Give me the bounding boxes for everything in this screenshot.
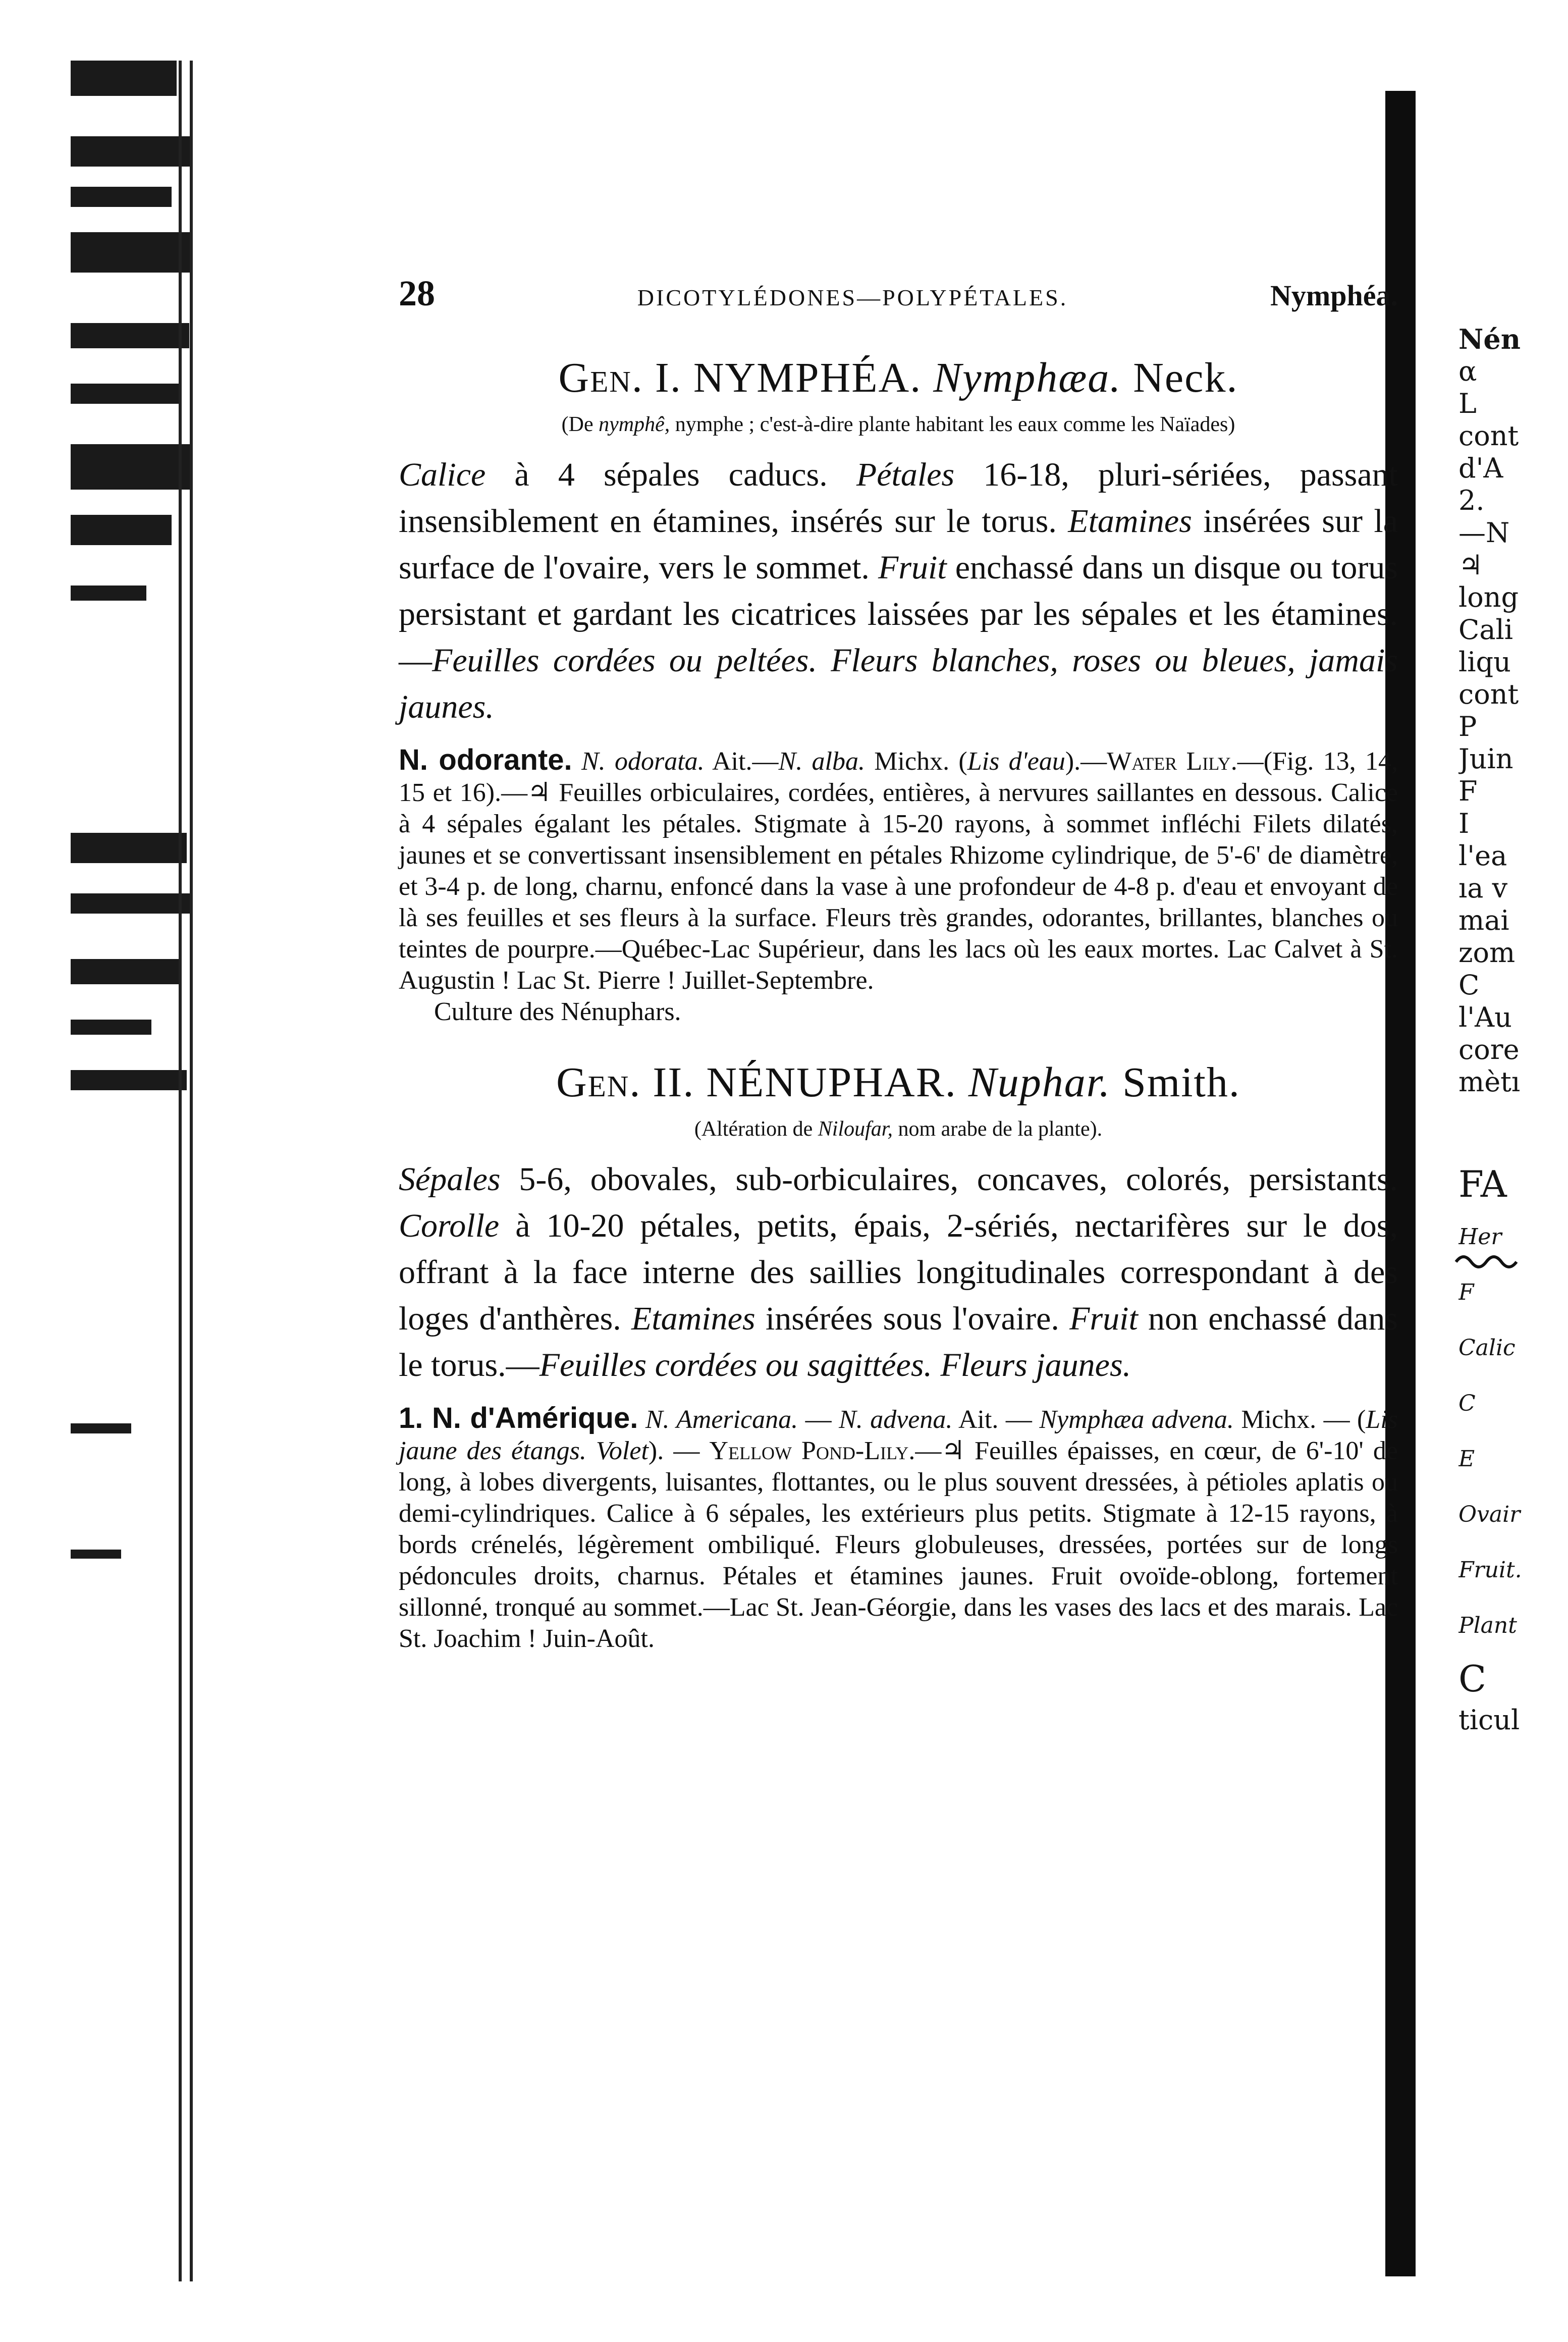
adjacent-text-line: liqu <box>1458 646 1511 678</box>
genus-latin: Nymphæa. <box>933 354 1122 401</box>
adjacent-text-line: Her <box>1458 1224 1502 1250</box>
species-text-run: .—♃ Feuilles épaisses, en cœur, de 6'-10' de long, à lobes divergents, luisantes, flottantes, ou le plus souvent dressées, à pétioles aplatis ou demi-cylindriques. Calice à 6 sépales, les extérieurs plus petits. Stigmate à 12-15 rayons, à bords crénelés, légèrement ombiliqué. Fleurs globuleuses, dressées, portées sur de longs pédoncules droits, charnus. Pétales et étamines jaunes. Fruit ovoïde-oblong, fortement sillonné, tronqué au sommet.—Lac St. Jean-Géorgie, dans les vases des lacs et des marais. Lac St. Joachim ! Juin-Août. <box>399 1436 1398 1653</box>
adjacent-text-line: l'ea <box>1458 840 1507 872</box>
etymology-word: nymphê, <box>599 413 670 436</box>
description-run: Pétales <box>856 456 955 493</box>
adjacent-text-line: core <box>1458 1034 1520 1066</box>
adjacent-text-line: E <box>1458 1446 1475 1472</box>
adjacent-text-line: long <box>1458 581 1519 613</box>
species-text-run: — <box>798 1405 839 1434</box>
species-text-run: ). — <box>648 1436 710 1465</box>
description-run: Etamines <box>1068 503 1192 540</box>
genus-description <box>399 1156 1398 1389</box>
species-text-run: N. advena. <box>839 1405 953 1434</box>
species-text-run: Nymphæa advena. <box>1039 1405 1234 1434</box>
species-text-run <box>638 1405 645 1434</box>
description-run: Fruit <box>878 549 947 586</box>
page-number: 28 <box>399 273 435 313</box>
species-text-run: Michx. — ( <box>1233 1405 1366 1434</box>
genus-latin: Nuphar. <box>968 1059 1111 1106</box>
description-run: insérées sur la surface de l'ovaire, vers le sommet. <box>399 503 1398 586</box>
description-run: 5-6, obovales, sub-orbiculaires, concaves, colorés, persistants. <box>500 1161 1398 1198</box>
description-run: Etamines <box>631 1300 755 1337</box>
adjacent-text-lines <box>1458 1209 1568 1654</box>
genus-number: Gen. I. <box>558 354 682 401</box>
description-run: Sépales <box>399 1161 501 1198</box>
species-entry <box>399 1403 1398 1655</box>
adjacent-text-line: L <box>1458 388 1477 419</box>
adjacent-text-line: d'A <box>1458 452 1503 484</box>
description-run: Feuilles cordées ou peltées. Fleurs blanches, roses ou bleues, jamais jaunes. <box>399 642 1398 725</box>
species-text-run: .—(Fig. 13, 14, 15 et 16).—♃ Feuilles orbiculaires, cordées, entières, à nervures saillantes en dessous. Calice à 4 sépales égalant les pétales. Stigmate à 15-20 rayons, à sommet infléchi Filets dilatés, jaunes et se convertissant insensiblement en pétales Rhizome cylindrique, de 5'-6' de diamètre, et 3-4 p. de long, charnu, enfoncé dans la vase à une profondeur de 4-8 p. d'eau et envoyant de là ses feuilles et ses fleurs à la surface. Fleurs très grandes, odorantes, brillantes, blanches ou teintes de pourpre.—Québec-Lac Supérieur, dans les lacs où les eaux mortes. Lac Calvet à St. Augustin ! Lac St. Pierre ! Juillet-Septembre. <box>399 747 1398 995</box>
genus-author: Smith. <box>1122 1059 1240 1106</box>
species-text-run: ).— <box>1065 747 1107 776</box>
genus-description <box>399 452 1398 730</box>
description-run: 16-18, pluri-sériées, passant insensiblement en étamines, insérés sur le torus. <box>399 456 1398 540</box>
description-run: Fruit <box>1069 1300 1138 1337</box>
species-text-run: Lis jaune des étangs. Volet <box>399 1405 1398 1465</box>
adjacent-text-line: cont <box>1458 420 1519 452</box>
running-head <box>399 273 1398 333</box>
scan-binding-edge <box>71 61 197 2281</box>
description-run: enchassé dans un disque ou torus persistant et gardant les cicatrices laissées par les sépales et les étamines.— <box>399 549 1398 679</box>
description-run: Feuilles cordées ou sagittées. Fleurs jaunes. <box>539 1347 1131 1383</box>
species-text-run: N. Americana. <box>645 1405 798 1434</box>
description-run: insérées sous l'ovaire. <box>755 1300 1070 1337</box>
adjacent-text-line: ticul <box>1458 1704 1520 1736</box>
description-run: Corolle <box>399 1207 500 1244</box>
description-run: Calice <box>399 456 486 493</box>
species-name: N. odorante. <box>399 743 572 776</box>
adjacent-text-line: C <box>1458 1391 1476 1416</box>
etymology-word: Niloufar, <box>818 1117 893 1141</box>
adjacent-text-line: Ovair <box>1458 1502 1521 1527</box>
adjacent-text-line: l'Au <box>1458 1001 1512 1033</box>
genus-name: NYMPHÉA. <box>693 354 922 401</box>
adjacent-text-line: cont <box>1458 678 1519 710</box>
species-text-run: Ait. — <box>952 1405 1040 1434</box>
etymology-text: nymphe ; c'est-à-dire plante habitant les eaux comme les Naïades) <box>675 413 1235 436</box>
species-text-run <box>572 747 581 776</box>
species-text-run: Lis d'eau <box>967 747 1065 776</box>
species-name: 1. N. d'Amérique. <box>399 1402 638 1434</box>
description-run: non enchassé dans le torus.— <box>399 1300 1398 1383</box>
species-text-run: Yellow Pond-Lily <box>709 1436 909 1465</box>
adjacent-text-line: Fruit. <box>1458 1557 1522 1583</box>
genus-number: Gen. II. <box>556 1059 695 1106</box>
adjacent-text-line: mai <box>1458 904 1509 936</box>
adjacent-text-lines <box>1458 355 1568 1098</box>
genus-heading-nenuphar <box>399 1058 1398 1107</box>
running-section: Nymphéa. <box>1270 279 1398 312</box>
adjacent-text-line: 2. <box>1458 485 1485 516</box>
adjacent-text-line: Cali <box>1458 614 1513 646</box>
adjacent-running-head: Nén <box>1458 323 1521 355</box>
adjacent-text-line: ıa v <box>1458 872 1508 904</box>
genus-heading-nymphea <box>399 353 1398 402</box>
species-text-run: Water Lily <box>1107 747 1231 776</box>
adjacent-text-line: mètı <box>1458 1066 1521 1098</box>
species-text-run: N. odorata. <box>581 747 705 776</box>
adjacent-page-fragment <box>1458 323 1568 2292</box>
adjacent-heading: C <box>1458 1658 1487 1700</box>
adjacent-text-line: Calic <box>1458 1335 1516 1361</box>
book-page <box>399 273 1398 1655</box>
ornament-flourish <box>1453 1249 1519 1269</box>
adjacent-text-line: Juin <box>1458 743 1513 775</box>
adjacent-text-line: F <box>1458 1280 1474 1305</box>
adjacent-text-line: Plant <box>1458 1613 1517 1638</box>
species-entry <box>399 744 1398 996</box>
adjacent-text-line: —N <box>1458 517 1510 549</box>
adjacent-text-line: C <box>1458 969 1480 1001</box>
species-text-run: Michx. ( <box>865 747 967 776</box>
adjacent-heading: FA <box>1458 1163 1507 1205</box>
description-run: à 4 sépales caducs. <box>485 456 856 493</box>
adjacent-text-line: zom <box>1458 937 1516 969</box>
genus-author: Neck. <box>1133 354 1238 401</box>
adjacent-text-line: F <box>1458 775 1478 807</box>
species-text-run: Ait.— <box>704 747 779 776</box>
etymology-prefix: (De <box>561 413 593 436</box>
genus-etymology <box>399 412 1398 437</box>
adjacent-text-line: α <box>1458 355 1477 387</box>
genus-name: NÉNUPHAR. <box>706 1059 957 1106</box>
etymology-prefix: (Altération de <box>694 1117 813 1141</box>
adjacent-text-line: I <box>1458 808 1470 839</box>
species-text-run: N. alba. <box>778 747 865 776</box>
adjacent-text-line: ♃ <box>1458 549 1483 581</box>
description-run: à 10-20 pétales, petits, épais, 2-sériés, nectarifères sur le dos, offrant à la face interne des saillies longitudinales correspondant à des loges d'anthères. <box>399 1207 1398 1337</box>
running-title: DICOTYLÉDONES—POLYPÉTALES. <box>637 285 1068 310</box>
genus-etymology <box>399 1117 1398 1141</box>
etymology-text: nom arabe de la plante). <box>898 1117 1103 1141</box>
adjacent-text-line: P <box>1458 711 1477 742</box>
culture-note: Culture des Nénuphars. <box>434 997 681 1026</box>
